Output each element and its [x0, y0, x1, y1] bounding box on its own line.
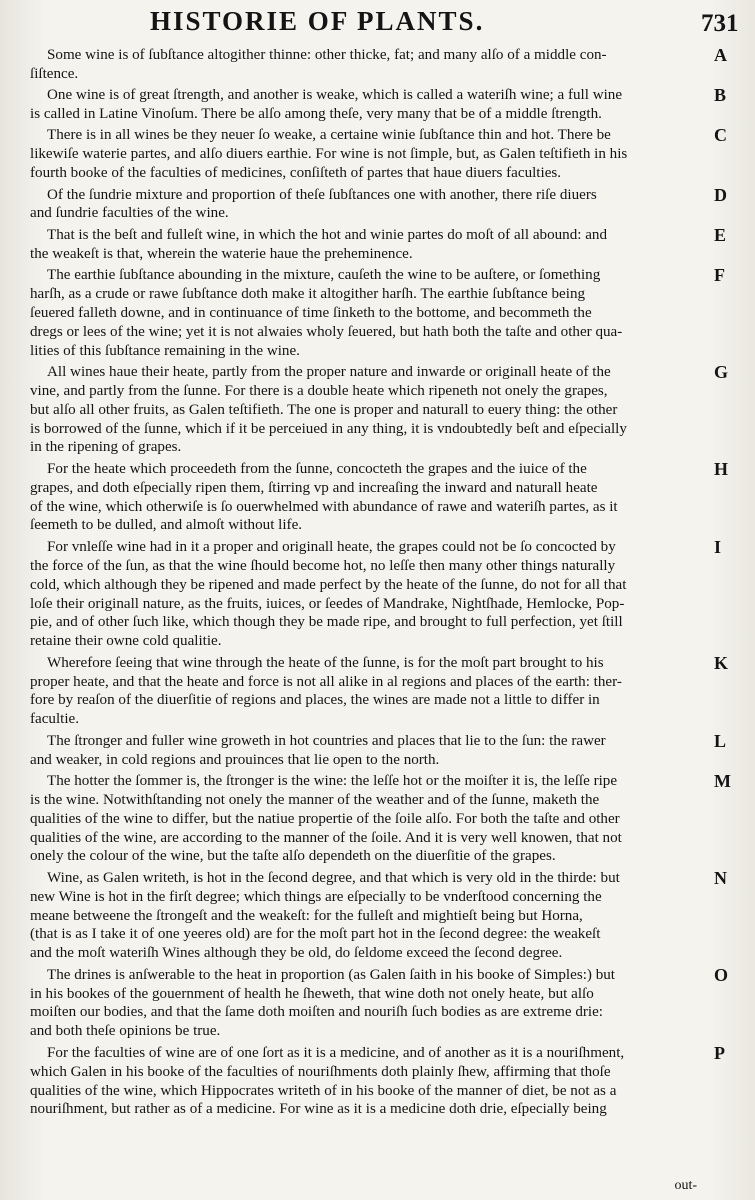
margin-letter: E — [714, 224, 727, 245]
text-line: qualities of the wine, are according to the manner of the ſoile. And it is very well knowen, that not — [30, 829, 622, 846]
text-line: cold, which although they be ripened and made perfect by the heate of the ſunne, do not for all that — [30, 576, 627, 593]
text-line: new Wine is hot in the firſt degree; which things are eſpecially to be vnderſtood concerning the — [30, 888, 602, 905]
paragraph — [30, 770, 731, 867]
margin-letter: D — [714, 184, 727, 205]
text-line: of the wine, which otherwiſe is ſo ouerwhelmed with abundance of rawe and wateriſh partes, as it — [30, 498, 618, 515]
text-line: in his bookes of the gouernment of health he ſheweth, that wine doth not onely heate, but alſo — [30, 985, 594, 1002]
paragraph — [30, 964, 729, 1042]
text-line: The earthie ſubſtance abounding in the mixture, cauſeth the wine to be auſtere, or ſomething — [47, 266, 601, 283]
paragraph — [30, 125, 727, 183]
text-line: meane betweene the ſtrongeſt and the weakeſt: for the fulleſt and mightieſt being but Horna, — [30, 907, 583, 924]
text-line: the weakeſt is that, wherein the waterie haue the preheminence. — [30, 245, 413, 262]
text-line: vine, and partly from the ſunne. For there is a double heate which ripeneth not onely the grapes, — [30, 382, 608, 399]
text-line: moiſten our bodies, and that the ſame doth moiſten and nouriſh ſuch bodies as are extreme drie: — [30, 1004, 603, 1021]
text-line: All wines haue their heate, partly from the proper nature and inwarde or originall heate of the — [47, 363, 611, 380]
text-line: is borrowed of the ſunne, which if it be perceiued in any thing, it is vndoubtedly beſt and eſpecially — [30, 420, 627, 437]
paragraph — [30, 536, 722, 651]
text-line: For the heate which proceedeth from the ſunne, concocteth the grapes and the iuice of the — [47, 460, 587, 477]
text-line: likewiſe waterie partes, and alſo diuers earthie. For wine is not ſimple, but, as Galen teſtifieth in his — [30, 146, 628, 163]
text-line: proper heate, and that the heate and force is not all alike in al regions and places of the earth: ther- — [30, 673, 622, 690]
text-line: is the wine. Notwithſtanding not onely the manner of the weather and of the ſunne, maketh the — [30, 791, 600, 808]
paragraph — [30, 184, 727, 224]
text-line: but alſo all other fruits, as Galen teſtifieth. The one is proper and naturall to euery thing: the other — [30, 401, 618, 418]
paragraph — [30, 85, 727, 124]
margin-letter: N — [714, 867, 727, 888]
text-line: and the moſt wateriſh Wines although they be old, do ſeldome exceed the ſecond degree. — [30, 945, 563, 962]
text-line: and ſundrie faculties of the wine. — [30, 205, 229, 222]
margin-letter: F — [714, 264, 725, 285]
text-line: lities of this ſubſtance remaining in the wine. — [30, 342, 300, 359]
text-line: dregs or lees of the wine; yet it is not alwaies wholy ſeuered, but hath both the taſte and other qua- — [30, 323, 623, 340]
text-line: nouriſhment, but rather as of a medicine. For wine as it is a medicine doth drie, eſpecially being — [30, 1101, 607, 1118]
text-line: and weaker, in cold regions and prouinces that lie open to the north. — [30, 751, 440, 768]
text-line: That is the beſt and fulleſt wine, in which the hot and winie partes do moſt of all abound: and — [47, 226, 608, 243]
catchword: out- — [674, 1178, 697, 1193]
text-line: Wine, as Galen writeth, is hot in the ſecond degree, and that which is very old in the thirde: but — [47, 869, 620, 886]
text-line: For the faculties of wine are of one ſort as it is a medicine, and of another as it is a nouriſhment, — [47, 1044, 625, 1061]
text-line: ſiſtence. — [30, 65, 79, 82]
text-line: The hotter the ſommer is, the ſtronger is the wine: the leſſe hot or the moiſter it is, the leſſe ripe — [47, 772, 618, 789]
margin-letter: C — [714, 125, 727, 146]
text-line: ſeuered falleth downe, and in continuance of time ſinketh to the bottome, and becommeth the — [30, 304, 592, 321]
margin-letter: G — [714, 361, 729, 382]
text-line: Some wine is of ſubſtance altogither thinne: other thicke, fat; and many alſo of a middle con- — [47, 47, 607, 63]
text-line: fourth booke of the faculties of medicines, conſiſteth of partes that haue diuers faculties. — [30, 165, 562, 182]
text-line: Of the ſundrie mixture and proportion of theſe ſubſtances one with another, there riſe diuers — [47, 186, 597, 203]
text-line: retaine their owne cold qualitie. — [30, 633, 222, 650]
text-line: harſh, as a crude or rawe ſubſtance doth make it altogither harſh. The earthie ſubſtance being — [30, 285, 586, 302]
text-line: Wherefore ſeeing that wine through the heate of the ſunne, is for the moſt part brought to his — [47, 654, 604, 671]
text-line: which Galen in his booke of the faculties of nouriſhments doth plainly ſhew, affirming that thoſe — [30, 1063, 611, 1080]
text-line: (that is as I take it of one yeeres old) are for the moſt part hot in the ſecond degree: the weakeſt — [30, 926, 601, 943]
paragraph — [30, 45, 727, 84]
paragraph — [30, 361, 729, 458]
margin-letter: A — [714, 45, 727, 65]
margin-letter: H — [714, 458, 729, 479]
text-line: qualities of the wine to differ, but the natiue propertie of the ſoile alſo. For both the taſte and other — [30, 810, 620, 827]
text-line: loſe their originall nature, as the fruits, iuices, or ſeedes of Mandrake, Nightſhade, Hemlocke, Pop- — [30, 595, 625, 612]
text-line: in the ripening of grapes. — [30, 439, 182, 456]
margin-letter: L — [714, 730, 727, 751]
paragraph — [30, 458, 729, 536]
margin-letter: K — [714, 652, 729, 673]
margin-letter: I — [714, 536, 722, 557]
page-header — [0, 2, 755, 42]
text-line: grapes, and doth eſpecially ripen them, ſtirring vp and increaſing the inward and naturall heate — [30, 479, 598, 496]
text-line: The ſtronger and fuller wine groweth in hot countries and places that lie to the ſun: the rawer — [47, 732, 606, 749]
margin-letter: P — [714, 1042, 725, 1063]
margin-letter: O — [714, 964, 729, 985]
page-number: 731 — [701, 10, 739, 37]
text-line: The drines is anſwerable to the heat in proportion (as Galen ſaith in his booke of Simples:) but — [47, 966, 615, 983]
paragraph — [30, 730, 727, 770]
text-line: One wine is of great ſtrength, and another is weake, which is called a wateriſh wine; a full wine — [47, 87, 623, 104]
running-title: HISTORIE OF PLANTS. — [150, 6, 485, 36]
text-line: fore by reaſon of the diuerſitie of regions and places, the wines are made not a little to differ in — [30, 692, 600, 709]
paragraph — [30, 867, 727, 964]
paragraph — [30, 224, 727, 264]
text-line: facultie. — [30, 711, 80, 728]
text-line: qualities of the wine, which Hippocrates writeth of in his booke of the manner of diet, be not as a — [30, 1082, 617, 1099]
text-line: is called in Latine Vinoſum. There be alſo among theſe, very many that be of a middle ſtrength. — [30, 106, 602, 123]
text-line: There is in all wines be they neuer ſo weake, a certaine winie ſubſtance thin and hot. There be — [47, 127, 611, 144]
text-line: the force of the ſun, as that the wine ſhould become hot, no leſſe then many other things naturally — [30, 557, 616, 574]
paragraph — [30, 264, 725, 361]
text-line: and both theſe opinions be true. — [30, 1023, 221, 1040]
margin-letter: B — [714, 85, 727, 106]
text-line: For vnleſſe wine had in it a proper and originall heate, the grapes could not be ſo concocted by — [47, 538, 616, 555]
text-line: pie, and of other ſuch like, which though they be made ripe, and brought to full perfection, yet ſtill — [30, 614, 623, 631]
text-line: onely the colour of the wine, but the taſte alſo dependeth on the diuerſitie of the grapes. — [30, 848, 556, 865]
body-text — [30, 45, 731, 1119]
paragraph — [30, 1042, 725, 1120]
paragraph — [30, 652, 729, 730]
margin-letter: M — [714, 770, 731, 791]
text-line: ſeemeth to be dulled, and almoſt without life. — [30, 517, 303, 534]
